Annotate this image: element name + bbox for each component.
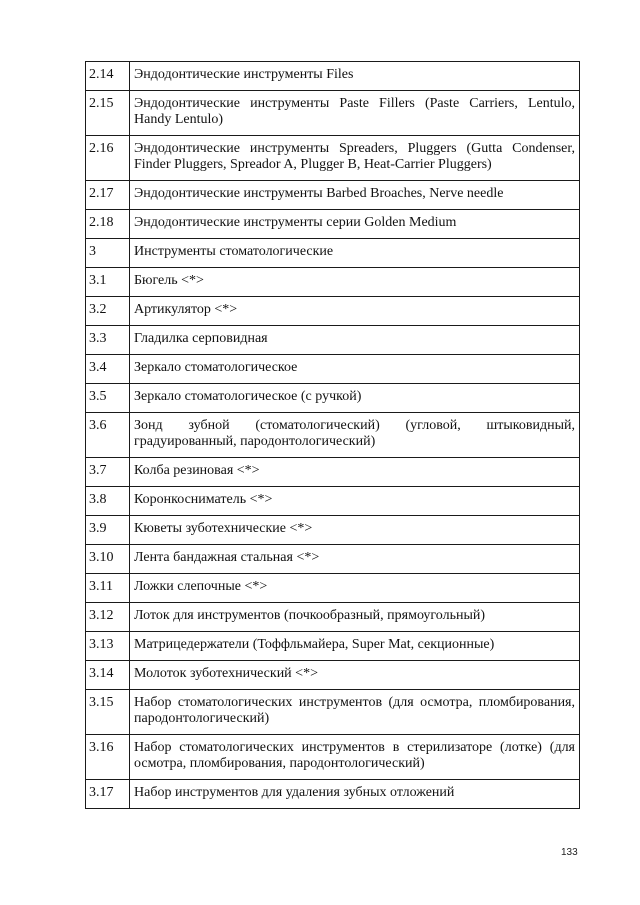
row-description: Гладилка серповидная xyxy=(130,326,580,355)
row-number: 3.11 xyxy=(86,574,130,603)
row-number: 3.17 xyxy=(86,780,130,809)
row-description: Зеркало стоматологическое xyxy=(130,355,580,384)
table-row xyxy=(86,735,580,780)
row-number: 2.16 xyxy=(86,136,130,181)
table-row xyxy=(86,181,580,210)
row-number: 2.18 xyxy=(86,210,130,239)
row-description: Эндодонтические инструменты Paste Fillers (Paste Carriers, Lentulo, Handy Lentulo) xyxy=(130,91,580,136)
row-description: Набор стоматологических инструментов в стерилизаторе (лотке) (для осмотра, пломбирования, пародонтологический) xyxy=(130,735,580,780)
row-description: Артикулятор <*> xyxy=(130,297,580,326)
row-number: 2.14 xyxy=(86,62,130,91)
row-number: 3.1 xyxy=(86,268,130,297)
table-row xyxy=(86,413,580,458)
row-number: 3.2 xyxy=(86,297,130,326)
row-description: Матрицедержатели (Тоффльмайера, Super Mat, секционные) xyxy=(130,632,580,661)
table-row xyxy=(86,297,580,326)
row-number: 3.8 xyxy=(86,487,130,516)
row-description: Набор стоматологических инструментов (для осмотра, пломбирования, пародонтологический) xyxy=(130,690,580,735)
table-row xyxy=(86,780,580,809)
table-row xyxy=(86,136,580,181)
row-number: 3.15 xyxy=(86,690,130,735)
row-number: 3.7 xyxy=(86,458,130,487)
row-description: Ложки слепочные <*> xyxy=(130,574,580,603)
row-number: 2.15 xyxy=(86,91,130,136)
row-description: Зонд зубной (стоматологический) (угловой, штыковидный, градуированный, пародонтологический) xyxy=(130,413,580,458)
table-row xyxy=(86,661,580,690)
row-description: Бюгель <*> xyxy=(130,268,580,297)
row-number: 3.6 xyxy=(86,413,130,458)
table-row xyxy=(86,326,580,355)
table-row xyxy=(86,690,580,735)
row-description: Набор инструментов для удаления зубных отложений xyxy=(130,780,580,809)
row-description: Кюветы зуботехнические <*> xyxy=(130,516,580,545)
row-number: 2.17 xyxy=(86,181,130,210)
row-number: 3.3 xyxy=(86,326,130,355)
table-row xyxy=(86,210,580,239)
table-row xyxy=(86,574,580,603)
row-number: 3.13 xyxy=(86,632,130,661)
table-row xyxy=(86,239,580,268)
instruments-table xyxy=(85,61,580,809)
table-row xyxy=(86,487,580,516)
row-description: Колба резиновая <*> xyxy=(130,458,580,487)
row-number: 3.9 xyxy=(86,516,130,545)
row-description: Коронкосниматель <*> xyxy=(130,487,580,516)
row-description: Зеркало стоматологическое (с ручкой) xyxy=(130,384,580,413)
row-number: 3.12 xyxy=(86,603,130,632)
row-number: 3.5 xyxy=(86,384,130,413)
row-number: 3.16 xyxy=(86,735,130,780)
table-row xyxy=(86,545,580,574)
table-row xyxy=(86,603,580,632)
row-description: Эндодонтические инструменты Barbed Broaches, Nerve needle xyxy=(130,181,580,210)
row-description: Эндодонтические инструменты Spreaders, Pluggers (Gutta Condenser, Finder Pluggers, Spreador A, Plugger B, Heat-Carrier Pluggers) xyxy=(130,136,580,181)
table-row xyxy=(86,458,580,487)
row-description: Лоток для инструментов (почкообразный, прямоугольный) xyxy=(130,603,580,632)
page-number: 133 xyxy=(561,847,578,858)
row-description: Инструменты стоматологические xyxy=(130,239,580,268)
row-number: 3 xyxy=(86,239,130,268)
row-description: Молоток зуботехнический <*> xyxy=(130,661,580,690)
table-row xyxy=(86,516,580,545)
row-description: Эндодонтические инструменты серии Golden Medium xyxy=(130,210,580,239)
row-description: Лента бандажная стальная <*> xyxy=(130,545,580,574)
table-row xyxy=(86,632,580,661)
row-description: Эндодонтические инструменты Files xyxy=(130,62,580,91)
table-row xyxy=(86,91,580,136)
table-row xyxy=(86,384,580,413)
row-number: 3.14 xyxy=(86,661,130,690)
row-number: 3.4 xyxy=(86,355,130,384)
table-row xyxy=(86,268,580,297)
table-row xyxy=(86,62,580,91)
table-row xyxy=(86,355,580,384)
row-number: 3.10 xyxy=(86,545,130,574)
